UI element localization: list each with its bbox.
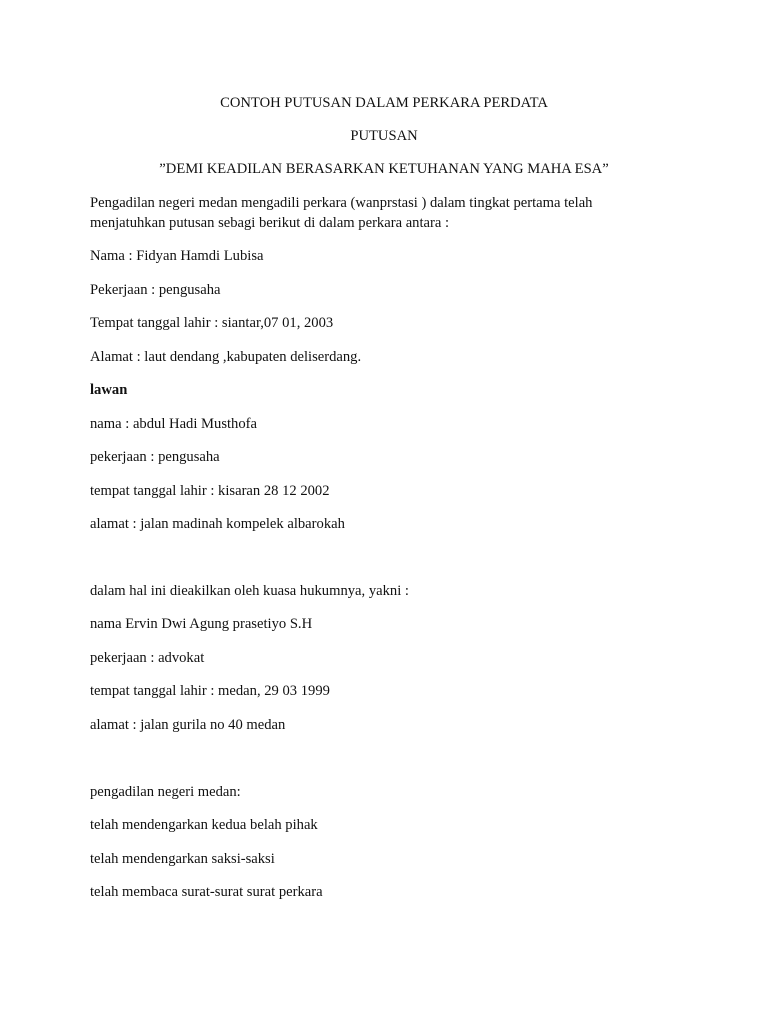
document-motto: ”DEMI KEADILAN BERASARKAN KETUHANAN YANG MAHA ESA” [159,161,609,177]
party1-job: Pekerjaan : pengusaha [90,282,221,298]
consideration-item: telah membaca surat-surat surat perkara [90,884,323,900]
lawyer-birth: tempat tanggal lahir : medan, 29 03 1999 [90,683,330,699]
document-heading: CONTOH PUTUSAN DALAM PERKARA PERDATA [220,95,548,111]
intro-line-2: menjatuhkan putusan sebagi berikut di dalam perkara antara : [90,215,450,231]
lawyer-job: pekerjaan : advokat [90,650,205,666]
party2-job: pekerjaan : pengusaha [90,449,220,465]
party2-address: alamat : jalan madinah kompelek albarokah [90,516,345,532]
lawyer-name: nama Ervin Dwi Agung prasetiyo S.H [90,616,313,632]
document-subheading: PUTUSAN [350,128,418,144]
consideration-item: telah mendengarkan saksi-saksi [90,851,275,867]
party1-name: Nama : Fidyan Hamdi Lubisa [90,248,264,264]
court-label: pengadilan negeri medan: [90,784,241,800]
party1-birth: Tempat tanggal lahir : siantar,07 01, 2003 [90,315,334,331]
lawyer-address: alamat : jalan gurila no 40 medan [90,717,286,733]
intro-line-1: Pengadilan negeri medan mengadili perkara (wanprstasi ) dalam tingkat pertama telah [90,195,593,211]
party2-birth: tempat tanggal lahir : kisaran 28 12 2002 [90,483,330,499]
party2-name: nama : abdul Hadi Musthofa [90,416,257,432]
versus-label: lawan [90,382,128,398]
representation-text: dalam hal ini dieakilkan oleh kuasa hukumnya, yakni : [90,583,409,599]
party1-address: Alamat : laut dendang ,kabupaten deliserdang. [90,349,362,365]
consideration-item: telah mendengarkan kedua belah pihak [90,817,318,833]
